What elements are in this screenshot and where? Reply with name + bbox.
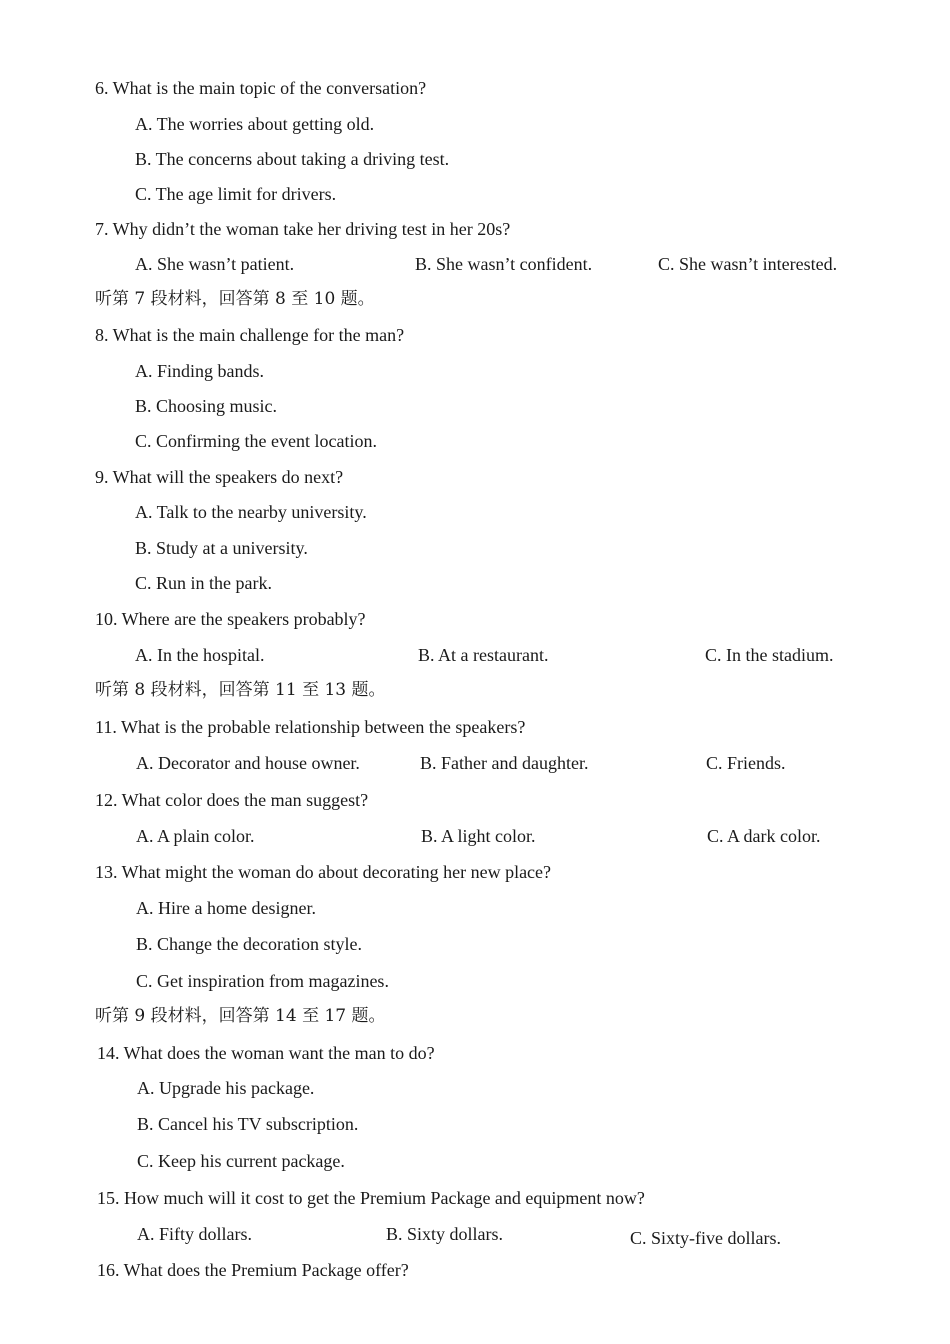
question-16: 16. What does the Premium Package offer? bbox=[97, 1260, 409, 1280]
question-15: 15. How much will it cost to get the Premium Package and equipment now? bbox=[97, 1188, 645, 1208]
question-13-option-c: C. Get inspiration from magazines. bbox=[136, 971, 389, 991]
question-12-option-c: C. A dark color. bbox=[707, 826, 821, 846]
question-6-option-b: B. The concerns about taking a driving test. bbox=[135, 149, 450, 169]
question-11: 11. What is the probable relationship between the speakers? bbox=[95, 717, 526, 737]
question-11-option-c: C. Friends. bbox=[706, 753, 786, 773]
question-14: 14. What does the woman want the man to do? bbox=[97, 1043, 435, 1063]
question-9-option-c: C. Run in the park. bbox=[135, 573, 272, 593]
section-8-heading: 听第 8 段材料，回答第 11 至 13 题。 bbox=[95, 680, 386, 700]
question-10-options bbox=[0, 644, 950, 666]
question-7-option-b: B. She wasn’t confident. bbox=[415, 254, 593, 274]
question-8: 8. What is the main challenge for the man? bbox=[95, 325, 405, 345]
question-12-option-a: A. A plain color. bbox=[136, 826, 255, 846]
question-8-option-c: C. Confirming the event location. bbox=[135, 431, 377, 451]
question-7: 7. Why didn’t the woman take her driving test in her 20s? bbox=[95, 219, 511, 239]
section-7-heading: 听第 7 段材料，回答第 8 至 10 题。 bbox=[95, 289, 375, 309]
question-13-option-a: A. Hire a home designer. bbox=[136, 898, 316, 918]
question-10-option-c: C. In the stadium. bbox=[705, 645, 834, 665]
question-10: 10. Where are the speakers probably? bbox=[95, 609, 366, 629]
question-11-option-a: A. Decorator and house owner. bbox=[136, 753, 360, 773]
section-9-heading: 听第 9 段材料，回答第 14 至 17 题。 bbox=[95, 1006, 386, 1026]
question-6-option-c: C. The age limit for drivers. bbox=[135, 184, 337, 204]
question-8-option-a: A. Finding bands. bbox=[135, 361, 265, 381]
question-13: 13. What might the woman do about decorating her new place? bbox=[95, 862, 552, 882]
question-11-option-b: B. Father and daughter. bbox=[420, 753, 589, 773]
question-15-option-b: B. Sixty dollars. bbox=[386, 1224, 504, 1244]
question-12-option-b: B. A light color. bbox=[421, 826, 536, 846]
question-6: 6. What is the main topic of the conversation? bbox=[95, 78, 427, 98]
question-11-options bbox=[0, 752, 950, 774]
question-7-option-c: C. She wasn’t interested. bbox=[658, 254, 838, 274]
question-9: 9. What will the speakers do next? bbox=[95, 467, 344, 487]
question-6-option-a: A. The worries about getting old. bbox=[135, 114, 375, 134]
question-10-option-b: B. At a restaurant. bbox=[418, 645, 549, 665]
question-12: 12. What color does the man suggest? bbox=[95, 790, 369, 810]
question-15-options bbox=[0, 1223, 950, 1248]
question-13-option-b: B. Change the decoration style. bbox=[136, 934, 362, 954]
question-7-option-a: A. She wasn’t patient. bbox=[135, 254, 295, 274]
question-9-option-a: A. Talk to the nearby university. bbox=[135, 502, 367, 522]
question-14-option-a: A. Upgrade his package. bbox=[137, 1078, 315, 1098]
question-15-option-c: C. Sixty-five dollars. bbox=[630, 1228, 781, 1248]
question-15-option-a: A. Fifty dollars. bbox=[137, 1224, 252, 1244]
question-8-option-b: B. Choosing music. bbox=[135, 396, 278, 416]
question-14-option-b: B. Cancel his TV subscription. bbox=[137, 1114, 359, 1134]
question-14-option-c: C. Keep his current package. bbox=[137, 1151, 345, 1171]
question-9-option-b: B. Study at a university. bbox=[135, 538, 308, 558]
question-7-options bbox=[0, 253, 950, 275]
question-10-option-a: A. In the hospital. bbox=[135, 645, 265, 665]
question-12-options bbox=[0, 825, 950, 847]
